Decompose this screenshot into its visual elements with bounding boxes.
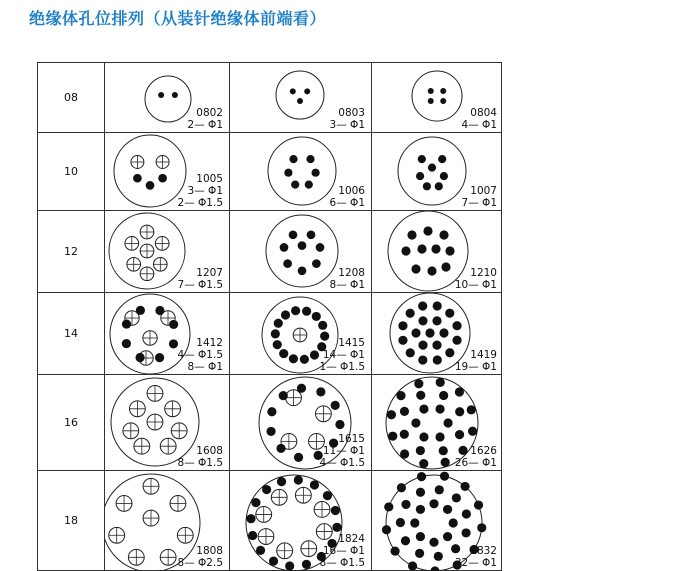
contact-socket [131,156,144,169]
insert-code: 1007 [470,185,497,197]
contact-pin [310,350,319,359]
insert-cell-1608 [105,375,229,470]
contact-pin [280,243,289,252]
contact-socket [140,244,154,258]
contact-pin [302,560,311,569]
insert-code: 1005 [196,173,223,185]
contact-pin [310,480,319,489]
contact-socket [160,549,176,565]
contact-pin [418,355,427,364]
insert-cell-0803 [230,63,371,132]
contact-pin [452,336,461,345]
contact-pin [283,259,292,268]
contact-pin [388,432,397,441]
contact-pin [335,420,344,429]
insert-outline [268,137,336,205]
contact-spec: 32— Φ1 [454,557,497,569]
contact-spec: 7— Φ1.5 [177,279,223,291]
contact-pin [122,319,131,328]
contact-pin [418,155,426,163]
contact-socket [128,549,144,565]
contact-socket [165,401,181,417]
insert-code: 0804 [470,107,497,119]
contact-pin [323,491,332,500]
contact-pin [431,244,440,253]
contact-spec: 4— Φ1.5 [319,457,365,469]
contact-socket [277,543,293,559]
insert-code: 1419 [470,349,497,361]
contact-spec: 3— Φ1 [187,185,223,197]
contact-pin [122,339,131,348]
insert-code: 1615 [338,433,365,445]
insert-cell-0802 [105,63,229,132]
page-title: 绝缘体孔位排列（从装针绝缘体前端看） [29,9,327,28]
insert-code: 1608 [196,445,223,457]
contact-pin [382,525,391,534]
contact-socket [125,237,139,251]
contact-pin [305,180,313,188]
contact-pin [269,556,278,565]
insert-cell-1210 [372,211,503,292]
contact-socket [258,529,274,545]
contact-pin [291,180,299,188]
contact-pin [396,518,405,527]
contact-socket [143,510,159,526]
contact-pin [410,518,419,527]
contact-socket [109,527,125,543]
contact-pin [428,98,434,104]
table-row [37,210,502,293]
insert-code: 1415 [338,337,365,349]
contact-pin [419,404,428,413]
contact-pin [401,500,410,509]
contact-spec: 2— Φ1 [187,119,223,131]
contact-pin [133,174,142,183]
contact-socket [140,267,154,281]
contact-socket [271,489,287,505]
insert-cell-1824 [230,471,371,570]
contact-pin [401,536,410,545]
contact-pin [416,172,424,180]
contact-socket [286,390,302,406]
contact-pin [384,502,393,511]
insert-cell-1207 [105,211,229,292]
contact-pin [289,230,298,239]
contact-pin [435,182,443,190]
contact-pin [439,328,448,337]
contact-pin [155,353,164,362]
insert-code: 1824 [338,533,365,545]
contact-pin [248,531,257,540]
contact-pin [439,230,448,239]
contact-pin [477,523,486,532]
contact-pin [311,169,319,177]
contact-spec: 7— Φ1 [461,197,497,209]
contact-pin [271,329,280,338]
insert-code: 0802 [196,107,223,119]
contact-pin [290,88,296,94]
contact-pin [300,355,309,364]
contact-pin [306,155,314,163]
contact-socket [134,438,150,454]
contact-socket [293,328,307,342]
contact-pin [312,259,321,268]
contact-pin [411,328,420,337]
contact-pin [294,453,303,462]
contact-pin [418,301,427,310]
insert-cell-1412 [105,293,229,374]
contact-spec: 14— Φ1 [322,349,365,361]
contact-spec: 3— Φ1 [329,119,365,131]
insert-outline [276,71,324,119]
contact-pin [411,418,420,427]
contact-pin [427,266,436,275]
contact-pin [316,243,325,252]
shell-size-label: 12 [64,245,78,258]
contact-pin [158,174,167,183]
insert-cell-1006 [230,133,371,210]
contact-pin [423,182,431,190]
contact-pin [455,407,464,416]
contact-pin [298,266,307,275]
contact-socket [116,495,132,511]
contact-socket [127,257,141,271]
contact-socket [171,423,187,439]
insert-code: 1006 [338,185,365,197]
contact-socket [155,237,169,251]
insert-code: 1412 [196,337,223,349]
contact-pin [397,483,406,492]
contact-pin [451,544,460,553]
contact-pin [400,449,409,458]
contact-pin [390,546,399,555]
contact-pin [416,446,425,455]
shell-size-label: 10 [64,165,78,178]
contact-pin [428,88,434,94]
contact-socket [140,225,154,239]
contact-socket [295,487,311,503]
contact-spec: 8— Φ1 [329,279,365,291]
insert-cell-1615 [230,375,371,470]
contact-pin [468,427,477,436]
contact-pin [136,306,145,315]
contact-pin [387,410,396,419]
contact-socket [177,527,193,543]
contact-pin [155,306,164,315]
contact-pin [289,354,298,363]
contact-pin [416,391,425,400]
contact-spec: 8— Φ1 [187,361,223,373]
contact-pin [256,546,265,555]
contact-pin [172,92,178,98]
contact-socket [143,331,157,345]
contact-pin [445,348,454,357]
contact-spec: 1— Φ1.5 [319,361,365,373]
contact-pin [294,475,303,484]
contact-pin [146,181,155,190]
contact-spec: 4— Φ1 [461,119,497,131]
shell-size-label: 08 [64,91,78,104]
insert-code: 1626 [470,445,497,457]
shell-size-label: 14 [64,327,78,340]
table-row [37,374,502,471]
contact-pin [297,98,303,104]
shell-size-label: 16 [64,416,78,429]
contact-pin [273,340,282,349]
insert-cell-1208 [230,211,371,292]
contact-pin [445,246,454,255]
contact-pin [302,307,311,316]
contact-pin [435,404,444,413]
contact-pin [438,155,446,163]
insert-cell-1419 [372,293,503,374]
contact-socket [314,502,330,518]
insert-code: 1808 [196,545,223,557]
contact-pin [444,418,453,427]
contact-spec: 10— Φ1 [454,279,497,291]
contact-pin [400,430,409,439]
contact-pin [425,328,434,337]
insert-cell-1832 [372,471,503,570]
contact-pin [401,246,410,255]
contact-pin [406,348,415,357]
contact-pin [474,500,483,509]
contact-socket [156,156,169,169]
contact-pin [462,509,471,518]
contact-pin [433,355,442,364]
insert-outline [412,71,462,121]
contact-pin [289,155,297,163]
table-row [37,470,502,571]
contact-pin [316,387,325,396]
contact-pin [443,532,452,541]
contact-pin [267,407,276,416]
contact-socket [147,414,163,430]
contact-pin [452,321,461,330]
insert-cell-0804 [372,63,503,132]
contact-spec: 19— Φ1 [454,361,497,373]
contact-pin [291,306,300,315]
contact-pin [419,459,428,468]
insert-code: 1832 [470,545,497,557]
contact-pin [284,169,292,177]
contact-pin [169,320,178,329]
contact-pin [439,446,448,455]
contact-pin [135,353,144,362]
insert-outline [386,377,478,469]
contact-pin [158,92,164,98]
contact-pin [416,532,425,541]
contact-pin [455,430,464,439]
contact-pin [331,506,340,515]
contact-pin [297,384,306,393]
table-row [37,132,502,211]
contact-pin [318,321,327,330]
insert-code: 1207 [196,267,223,279]
contact-pin [414,379,423,388]
contact-pin [277,477,286,486]
contact-socket [316,524,332,540]
contact-pin [406,309,415,318]
contact-pin [398,336,407,345]
insert-outline [145,76,191,122]
contact-spec: 8— Φ1.5 [319,557,365,569]
contact-spec: 16— Φ1 [322,545,365,557]
contact-spec: 2— Φ1.5 [177,197,223,209]
contact-pin [274,319,283,328]
contact-pin [433,301,442,310]
contact-pin [398,321,407,330]
contact-pin [400,407,409,416]
shell-size-label: 18 [64,514,78,527]
contact-spec: 26— Φ1 [454,457,497,469]
insert-code: 1208 [338,267,365,279]
contact-spec: 11— Φ1 [322,445,365,457]
contact-pin [279,391,288,400]
contact-pin [262,485,271,494]
contact-spec: 6— Φ1 [329,197,365,209]
contact-pin [452,493,461,502]
insert-cell-1005 [105,133,229,210]
contact-spec: 8— Φ1.5 [177,457,223,469]
contact-pin [445,309,454,318]
contact-pin [439,391,448,400]
contact-pin [418,316,427,325]
contact-socket [129,401,145,417]
contact-pin [435,432,444,441]
contact-socket [123,423,139,439]
contact-pin [407,230,416,239]
contact-socket [147,385,163,401]
contact-socket [256,506,272,522]
insert-cell-1808 [105,471,229,570]
contact-pin [428,163,436,171]
contact-pin [396,391,405,400]
contact-spec: 4— Φ1.5 [177,349,223,361]
contact-pin [455,387,464,396]
contact-pin [460,482,469,491]
contact-pin [440,472,449,481]
contact-pin [332,523,341,532]
contact-pin [429,538,438,547]
contact-pin [246,514,255,523]
contact-pin [416,488,425,497]
table-row [37,62,502,133]
contact-pin [432,341,441,350]
contact-pin [440,98,446,104]
contact-spec: 8— Φ2.5 [177,557,223,569]
contact-pin [432,316,441,325]
contact-socket [170,495,186,511]
contact-pin [423,226,432,235]
contact-pin [440,172,448,180]
contact-pin [441,262,450,271]
insert-cell-1415 [230,293,371,374]
contact-pin [434,552,443,561]
contact-pin [467,405,476,414]
contact-pin [281,310,290,319]
contact-pin [298,241,307,250]
contact-pin [417,472,426,481]
insert-outline [266,215,338,287]
contact-socket [143,478,159,494]
contact-pin [449,518,458,527]
contact-pin [458,446,467,455]
contact-pin [276,444,285,453]
contact-pin [285,561,294,570]
contact-pin [266,427,275,436]
contact-pin [411,264,420,273]
insert-code: 1210 [470,267,497,279]
insert-cell-1626 [372,375,503,470]
contact-pin [408,561,417,570]
table-row [37,292,502,375]
contact-pin [435,485,444,494]
contact-pin [312,312,321,321]
insert-cell-1007 [372,133,503,210]
contact-socket [315,406,331,422]
contact-pin [307,230,316,239]
contact-pin [279,349,288,358]
contact-pin [443,505,452,514]
contact-socket [160,438,176,454]
contact-pin [304,88,310,94]
contact-pin [415,549,424,558]
contact-pin [169,339,178,348]
insert-code: 0803 [338,107,365,119]
contact-pin [419,432,428,441]
contact-pin [251,498,260,507]
contact-pin [418,341,427,350]
contact-pin [461,528,470,537]
contact-pin [320,332,329,341]
insert-outline [114,135,186,207]
contact-socket [153,257,167,271]
contact-pin [436,378,445,387]
contact-pin [441,458,450,467]
contact-pin [440,88,446,94]
contact-socket [301,541,317,557]
contact-pin [331,401,340,410]
contact-pin [429,499,438,508]
contact-pin [416,505,425,514]
contact-pin [417,244,426,253]
